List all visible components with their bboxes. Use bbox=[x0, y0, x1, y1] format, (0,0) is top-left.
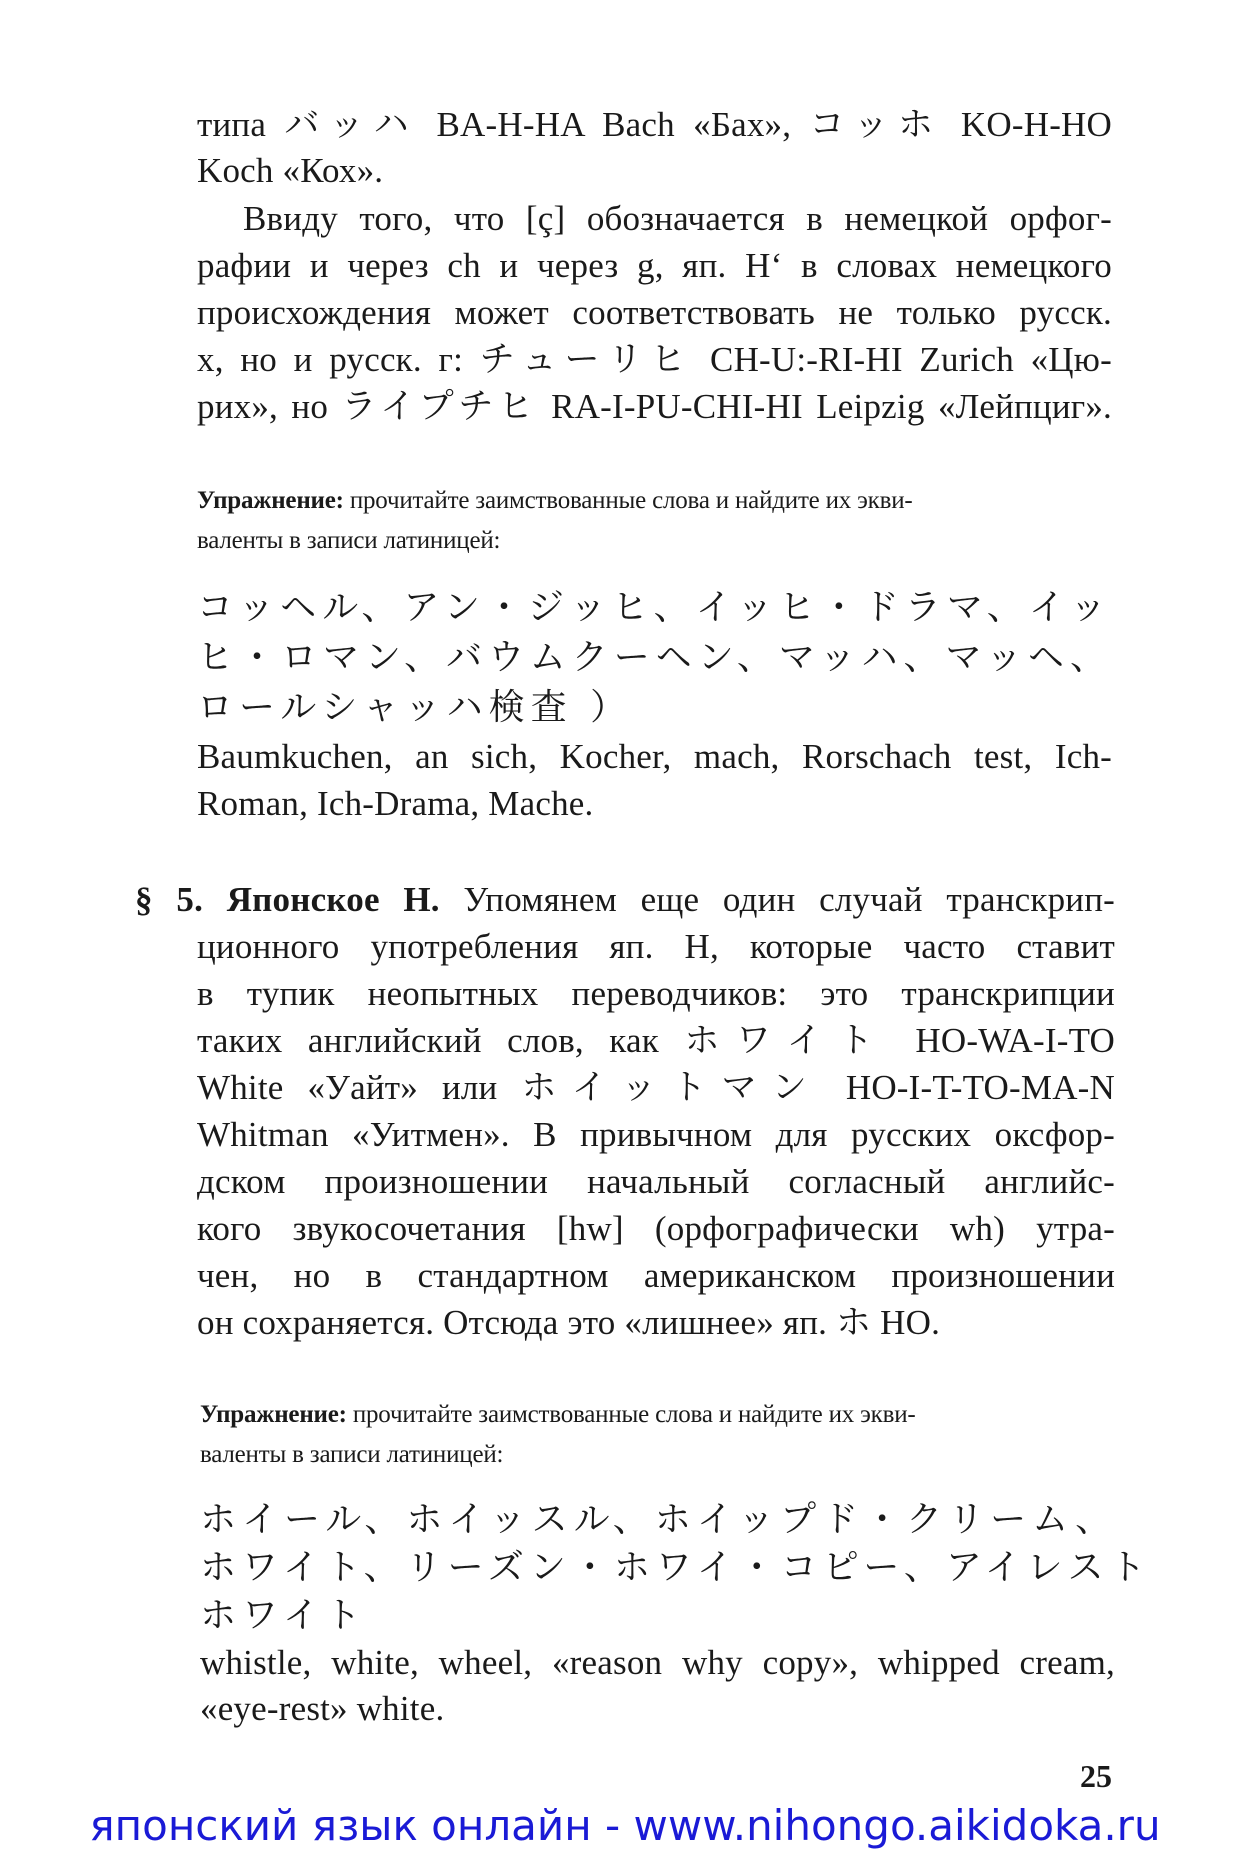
section-number: § 5. bbox=[135, 880, 204, 919]
exercise-instruction-cont: валенты в записи латиницей: bbox=[197, 527, 501, 554]
text-line: типа バッハ BA-H-HA Bach «Бах», コッホ KO-H-HO bbox=[197, 105, 1112, 144]
text-line: ционного употребления яп. H, которые часто ставит bbox=[197, 927, 1115, 966]
japanese-words-line: ヒ・ロマン、バウムクーヘン、マッハ、マッヘ、 bbox=[197, 637, 1113, 678]
text-line: таких английский слов, как ホワイト HO-WA-I-TO bbox=[197, 1021, 1115, 1060]
exercise-label: Упражнение: bbox=[200, 1401, 347, 1428]
page-number: 25 bbox=[1080, 1758, 1112, 1794]
text-line: кого звукосочетания [hw] (орфографически wh) утра- bbox=[197, 1209, 1115, 1248]
japanese-words-line: コッヘル、アン・ジッヒ、イッヒ・ドラマ、イッ bbox=[197, 587, 1113, 628]
section-text: Упомянем еще один случай транскрип- bbox=[439, 880, 1115, 919]
text-line: он сохраняется. Отсюда это «лишнее» яп. ホ HO. bbox=[197, 1303, 941, 1342]
site-footer-watermark: японский язык онлайн - www.nihongo.aikidoka.ru bbox=[89, 1801, 1161, 1850]
text-line: в тупик неопытных переводчиков: это транскрипции bbox=[197, 974, 1115, 1013]
text-line: White «Уайт» или ホイットマン HO-I-T-TO-MA-N bbox=[197, 1068, 1115, 1107]
text-line: Ввиду того, что [ç] обозначается в немецкой орфог- bbox=[243, 199, 1112, 238]
text-line: x, но и русск. г: チューリヒ CH-U:-RI-HI Zurich «Цю- bbox=[197, 340, 1112, 379]
answer-line: «eye-rest» white. bbox=[200, 1689, 445, 1728]
text-line: происхождения может соответствовать не только русск. bbox=[197, 293, 1112, 332]
japanese-words-line: ロールシャッハ検査 ） bbox=[197, 687, 633, 728]
text-line: рафии и через ch и через g, яп. H‘ в словах немецкого bbox=[197, 246, 1112, 285]
japanese-words-line: ホイール、ホイッスル、ホイップド・クリーム、 bbox=[200, 1499, 1118, 1540]
exercise-instruction bbox=[197, 482, 913, 520]
exercise-instruction bbox=[200, 1396, 916, 1434]
exercise-label: Упражнение: bbox=[197, 487, 344, 514]
answer-line: whistle, white, wheel, «reason why copy», whipped cream, bbox=[200, 1643, 1115, 1682]
text-line: рих», но ライプチヒ RA-I-PU-CHI-HI Leipzig «Лейпциг». bbox=[197, 387, 1112, 426]
exercise-text: прочитайте заимствованные слова и найдите их экви- bbox=[343, 487, 913, 514]
text-line: Whitman «Уитмен». В привычном для русских оксфор- bbox=[197, 1115, 1115, 1154]
exercise-text: прочитайте заимствованные слова и найдите их экви- bbox=[346, 1401, 916, 1428]
answer-line: Roman, Ich-Drama, Mache. bbox=[197, 784, 594, 823]
japanese-words-line: ホワイト、リーズン・ホワイ・コピー、アイレスト bbox=[200, 1547, 1152, 1588]
text-line: дском произношении начальный согласный английс- bbox=[197, 1162, 1115, 1201]
text-line: чен, но в стандартном американском произношении bbox=[197, 1256, 1115, 1295]
japanese-words-line: ホワイト bbox=[200, 1595, 367, 1636]
exercise-instruction-cont: валенты в записи латиницей: bbox=[200, 1441, 504, 1468]
text-line: Koch «Кох». bbox=[197, 151, 384, 190]
section-heading-line bbox=[135, 877, 1115, 923]
answer-line: Baumkuchen, an sich, Kocher, mach, Rorschach test, Ich- bbox=[197, 737, 1112, 776]
section-title: Японское H. bbox=[226, 880, 440, 919]
